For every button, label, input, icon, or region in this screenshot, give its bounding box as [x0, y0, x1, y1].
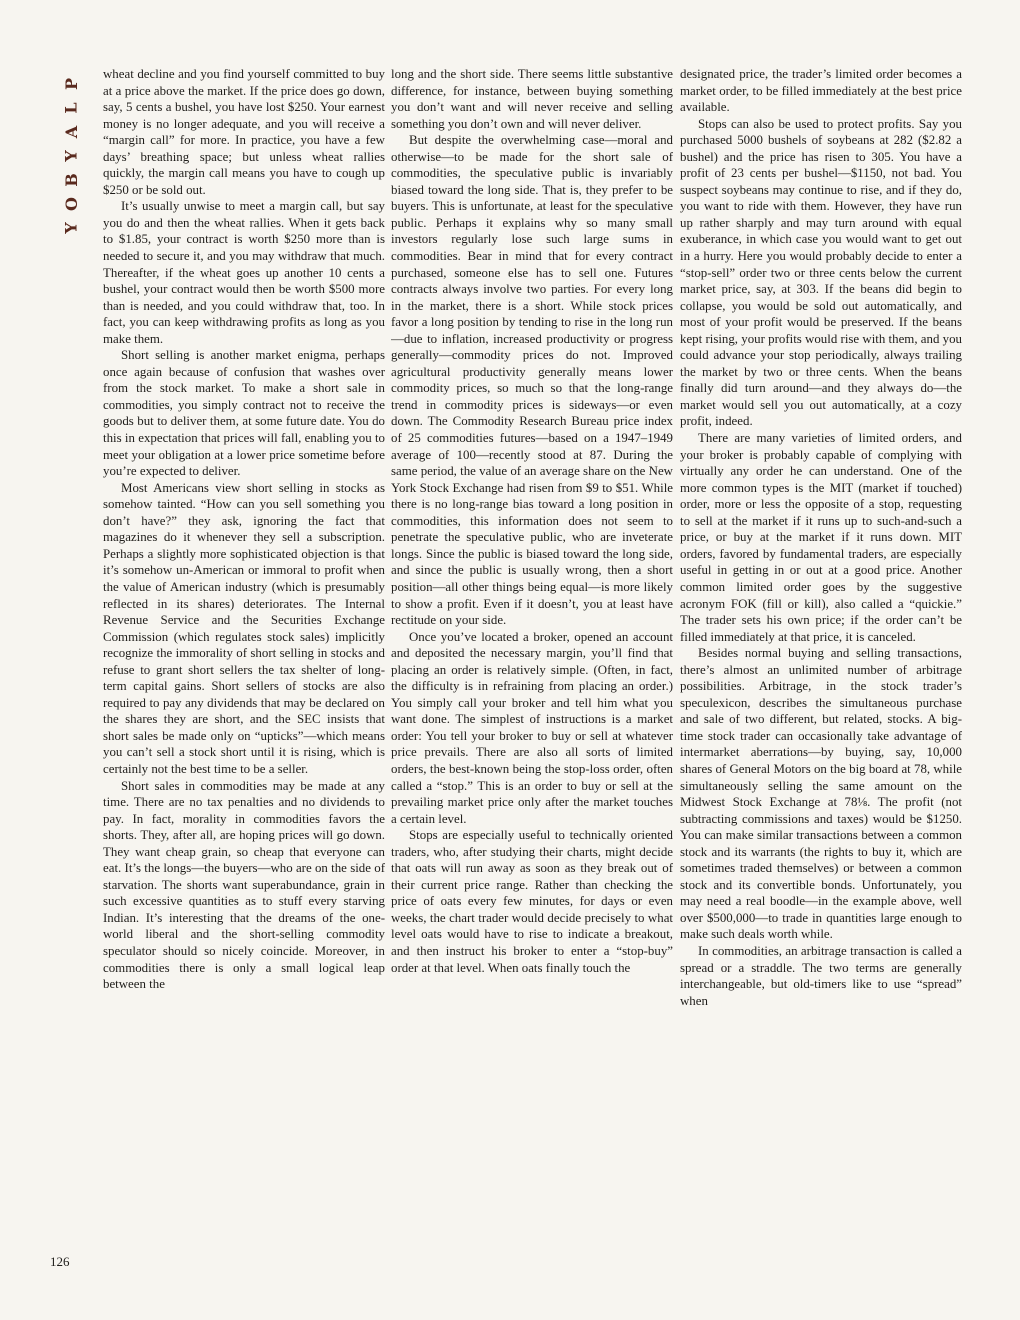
masthead-letter: B — [62, 173, 81, 187]
paragraph: There are many varieties of limited orders, and your broker is probably capable of complying with virtually any order he can understand. One of the more common types is the MIT (market if touched) order, more or less the opposite of a stop, requesting to sell at the market if it runs up to such-and-such a price, or buy at the market if it runs down. MIT orders, favored by fundamental traders, are especially useful in getting in or out at a good price. Another common limited order goes by the suggestive acronym FOK (fill or kill), also called a “quickie.” The trader sets his own price; if the order can’t be filled immediately at that price, it is canceled. — [680, 431, 962, 644]
masthead-letter: A — [61, 125, 81, 139]
paragraph: But despite the overwhelming case—moral and otherwise—to be made for the short sale of commodities, the speculative public is invariably biased toward the long side. That is, they prefer to be buyers. This is unfortunate, at least for the speculative public. Perhaps it explains why so many small investors regularly lose such large sums in commodities. Bear in mind that for every contract purchased, someone else has to sell one. Futures contracts always involve two parties. For every long in the market, there is a short. While stock prices favor a long position by tending to rise in the long run—due to inflation, increased productivity or progress generally—commodity prices do not. Improved agricultural productivity generally means lower commodity prices, so much so that the long-range trend in commodity prices is sideways—or even down. The Commodity Research Bureau price index of 25 commodities futures—based on a 1947–1949 average of 100—recently stood at 87. During the same period, the value of an average share on the New York Stock Exchange had risen from $9 to $51. While there is no long-range bias toward a long position in commodities, this information does not seem to penetrate the speculative public, who are inveterate longs. Since the public is biased toward the long side, and since the public is usually wrong, then a short position—all other things being equal—is more likely to show a profit. Even if it doesn’t, you at least have rectitude on your side. — [391, 133, 673, 628]
paragraph: Short sales in commodities may be made at any time. There are no tax penalties and no dividends to pay. In fact, morality in commodities favors the shorts. They, after all, are hoping prices will go down. They want cheap grain, so cheap that everyone can eat. It’s the longs—the buyers—who are on the side of starvation. The shorts want superabundance, grain in such excessive quantities as to stuff every starving Indian. It’s interesting that the dreams of the one-world liberal and the short-selling commodity speculator should so nicely coincide. Moreover, in commodities there is only a small logical leap between the — [103, 778, 385, 992]
paragraph: Besides normal buying and selling transactions, there’s almost an unlimited number of arbitrage possibilities. Arbitrage, in the stock trader’s speculexicon, describes the simultaneous purchase and sale of two different, but related, stocks. A big-time stock trader can occasionally take advantage of intermarket aberrations—by buying, say, 10,000 shares of General Motors on the big board at 78, while simultaneously selling the same amount on the Midwest Stock Exchange at 78⅛. The profit (not subtracting commissions and taxes) would be $1250. You can make similar transactions between a common stock and its warrants (the rights to buy it, which are sometimes traded themselves) or between a common stock and its convertible bonds. Unfortunately, you may need a real boodle—in the example above, well over $500,000—to trade in quantities large enough to make such deals worth while. — [680, 646, 962, 942]
paragraph: It’s usually unwise to meet a margin call, but say you do and then the wheat rallies. When it gets back to $1.85, your contract is worth $250 more than is needed to secure it, and you may withdraw that much. Thereafter, if the wheat goes up another 10 cents a bushel, your contract would then be worth $500 more than is needed, and you could withdraw that, too. In fact, you can keep withdrawing profits as long as you make them. — [103, 199, 385, 346]
masthead-letter: Y — [61, 150, 81, 162]
text-column-1 — [103, 66, 385, 1276]
page-number: 126 — [50, 1254, 70, 1269]
masthead-letter: P — [62, 77, 81, 91]
paragraph: Once you’ve located a broker, opened an account and deposited the necessary margin, you’ll find that placing an order is relatively simple. (Often, in fact, the difficulty is in refraining from placing an order.) You simply call your broker and tell him what you want done. The simplest of instructions is a market order: You tell your broker to buy or sell at whatever price prevails. There are also all sorts of limited orders, the best-known being the stop-loss order, often called a “stop.” This is an order to buy or sell at the prevailing market price only after the market touches a certain level. — [391, 629, 673, 826]
paragraph: wheat decline and you find yourself committed to buy at a price above the market. If the price does go down, say, 5 cents a bushel, you have lost $250. Your earnest money is no longer adequate, and you will receive a “margin call” for more. In practice, you have a few days’ breathing space; but unless wheat rallies quickly, the margin call means you have to cough up $250 or be sold out. — [103, 67, 385, 197]
masthead-letter: O — [62, 197, 81, 211]
masthead-letter: L — [62, 102, 81, 114]
paragraph: long and the short side. There seems little substantive difference, for instance, between buying something you don’t want and will never receive and selling something you don’t own and will never deliver. — [391, 67, 673, 131]
paragraph: Stops can also be used to protect profits. Say you purchased 5000 bushels of soybeans at 282 ($2.82 a bushel) and the price has risen to 305. You have a profit of 23 cents per bushel—$1150, not bad. You suspect soybeans may continue to rise, and if they do, you want to ride with them. However, they have run up rather sharply and may turn around with equal exuberance, in which case you would want to get out in a hurry. Here you would probably decide to enter a “stop-sell” order two or three cents below the current market price, say, at 303. If the beans did begin to collapse, you would be sold out automatically, and most of your profit would be preserved. If the beans kept rising, your profits would rise with them, and you could advance your stop periodically, always trailing the market by two or three cents. When the beans finally did turn around—and they always do—the market would sell you out automatically, at a cozy profit, indeed. — [680, 116, 962, 429]
magazine-masthead — [52, 72, 92, 240]
text-column-3 — [680, 66, 962, 1276]
paragraph: Short selling is another market enigma, perhaps once again because of confusion that washes over from the stock market. To make a short sale in commodities, you simply contract not to receive the goods but to deliver them, at some future date. You do this in expectation that prices will fall, enabling you to meet your obligation at a lower price sometime before you’re expected to deliver. — [103, 348, 385, 479]
paragraph: designated price, the trader’s limited order becomes a market order, to be filled immediately at the best price available. — [680, 67, 962, 115]
paragraph: Stops are especially useful to technically oriented traders, who, after studying their charts, might decide that oats will run away as soon as they break out of their current price range. Rather than checking the price of oats every few minutes, for days or even weeks, the chart trader would decide precisely to what level oats would have to rise to indicate a breakout, and then instruct his broker to enter a “stop-buy” order at that level. When oats finally touch the — [391, 828, 673, 975]
paragraph: In commodities, an arbitrage transaction is called a spread or a straddle. The two terms are generally interchangeable, but old-timers like to use “spread” when — [680, 943, 962, 1008]
masthead-letter: Y — [61, 222, 81, 234]
text-column-2 — [391, 66, 673, 1276]
paragraph: Most Americans view short selling in stocks as somehow tainted. “How can you sell something you don’t have?” they ask, ignoring the fact that magazines do it whenever they sell a subscription. Perhaps a slightly more sophisticated objection is that it’s somehow un-American or immoral to profit when the value of American industry (which is presumably reflected in its shares) deteriorates. The Internal Revenue Service and the Securities Exchange Commission (which regulates stock sales) implicitly recognize the immorality of short selling in stocks and refuse to grant short sellers the tax shelter of long-term capital gains. Short sellers of stocks are also required to pay any dividends that may be declared on the shares they are short, and the SEC insists that short sales be made only on “upticks”—which means you can’t sell a stock short until it is rising, which is certainly not the best time to be a seller. — [103, 480, 385, 776]
